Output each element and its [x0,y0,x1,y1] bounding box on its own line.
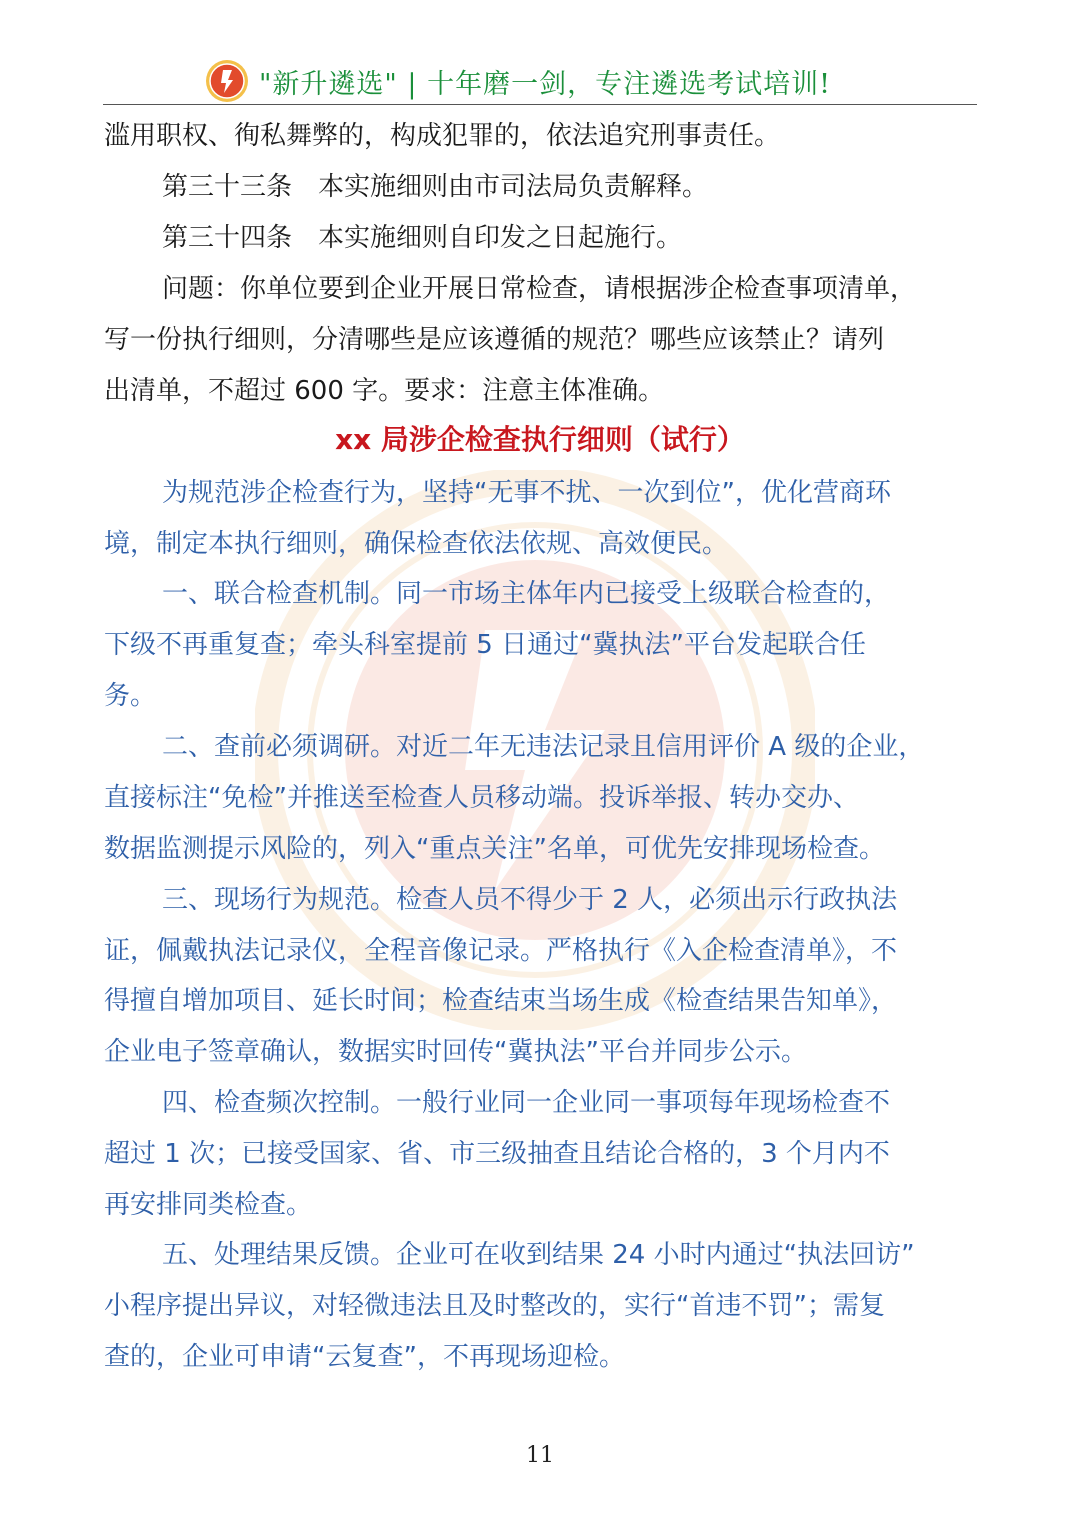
header-divider [103,104,977,105]
body-line: 滥用职权、徇私舞弊的，构成犯罪的，依法追究刑事责任。 [104,121,781,151]
logo-icon [205,59,249,103]
body-line: 一、联合检查机制。同一市场主体年内已接受上级联合检查的， [162,579,891,609]
body-line: 超过 1 次；已接受国家、省、市三级抽查且结论合格的，3 个月内不 [104,1139,890,1169]
body-line: 第三十三条 本实施细则由市司法局负责解释。 [162,172,709,202]
page-header [205,58,831,104]
body-line: 数据监测提示风险的，列入“重点关注”名单，可优先安排现场检查。 [104,834,885,864]
body-line: 为规范涉企检查行为，坚持“无事不扰、一次到位”，优化营商环 [162,478,891,508]
body-line: 查的，企业可申请“云复查”，不再现场迎检。 [104,1342,625,1372]
body-line: 小程序提出异议，对轻微违法且及时整改的，实行“首违不罚”；需复 [104,1291,885,1321]
section-title: xx 局涉企检查执行细则（试行） [335,423,745,456]
body-line: 三、现场行为规范。检查人员不得少于 2 人，必须出示行政执法 [162,885,898,915]
body-line: 再安排同类检查。 [104,1190,313,1220]
body-line: 五、处理结果反馈。企业可在收到结果 24 小时内通过“执法回访” [162,1240,915,1270]
body-line: 境，制定本执行细则，确保检查依法依规、高效便民。 [104,529,729,559]
body-line: 问题：你单位要到企业开展日常检查，请根据涉企检查事项清单， [162,274,917,304]
body-line: 第三十四条 本实施细则自印发之日起施行。 [162,223,683,253]
body-line: 四、检查频次控制。一般行业同一企业同一事项每年现场检查不 [162,1088,891,1118]
body-line: 二、查前必须调研。对近二年无违法记录且信用评价 A 级的企业， [162,732,925,762]
page-number: 11 [526,1443,554,1468]
body-line: 企业电子签章确认，数据实时回传“冀执法”平台并同步公示。 [104,1037,807,1067]
body-line: 证，佩戴执法记录仪，全程音像记录。严格执行《入企检查清单》，不 [104,936,898,966]
body-line: 直接标注“免检”并推送至检查人员移动端。投诉举报、转办交办、 [104,783,859,813]
body-line: 出清单，不超过 600 字。要求：注意主体准确。 [104,376,665,406]
body-line: 得擅自增加项目、延长时间；检查结束当场生成《检查结果告知单》， [104,986,898,1016]
body-line: 写一份执行细则，分清哪些是应该遵循的规范？哪些应该禁止？请列 [104,325,885,355]
body-line: 务。 [104,681,157,711]
body-line: 下级不再重复查；牵头科室提前 5 日通过“冀执法”平台发起联合任 [104,630,867,660]
header-slogan: "新升遴选" | 十年磨一剑，专注遴选考试培训! [259,68,831,100]
